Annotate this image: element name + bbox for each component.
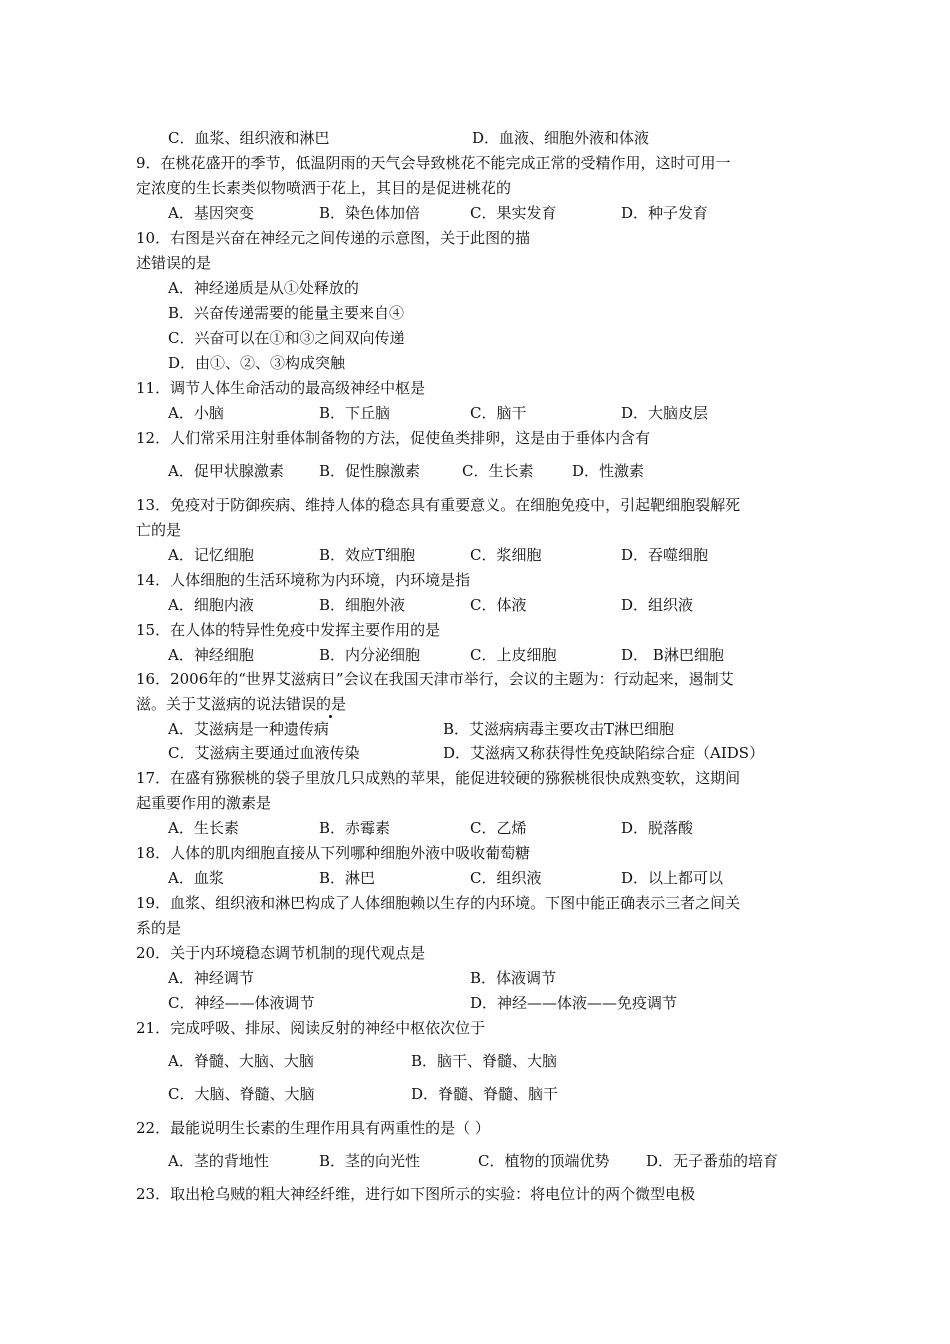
q11-option-d: D．大脑皮层: [621, 404, 709, 422]
q13-stem-line1: 13．免疫对于防御疾病、维持人体的稳态具有重要意义。在细胞免疫中，引起靶细胞裂解死: [136, 496, 741, 514]
q20-option-c: C．神经——体液调节: [168, 994, 315, 1012]
q21-option-d: D．脊髓、脊髓、脑干: [411, 1085, 559, 1103]
q22-option-d: D．无子番茄的培育: [646, 1152, 779, 1170]
q11-option-b: B．下丘脑: [319, 404, 391, 422]
q9-option-a: A．基因突变: [168, 204, 254, 222]
q22-option-c: C．植物的顶端优势: [478, 1152, 610, 1170]
q20-option-d: D．神经——体液——免疫调节: [470, 994, 678, 1012]
q19-stem-line2: 系的是: [136, 919, 182, 937]
q16-stem-line2: 滋。关于艾滋病的说法错误的是: [136, 695, 347, 713]
q11-option-c: C．脑干: [470, 404, 527, 422]
q14-option-a: A．细胞内液: [168, 596, 254, 614]
q16-option-a: A．艾滋病是一种遗传病: [168, 720, 329, 738]
q20-option-a: A．神经调节: [168, 969, 254, 987]
q22-option-a: A．茎的背地性: [168, 1152, 269, 1170]
q12-option-b: B．促性腺激素: [319, 462, 421, 480]
q17-option-c: C．乙烯: [470, 819, 527, 837]
q9-option-c: C．果实发育: [470, 204, 557, 222]
q21-option-b: B．脑干、脊髓、大脑: [411, 1052, 558, 1070]
q15-option-a: A．神经细胞: [168, 646, 254, 664]
q18-stem: 18．人体的肌肉细胞直接从下列哪种细胞外液中吸收葡萄糖: [136, 844, 531, 862]
q13-option-c: C．浆细胞: [470, 546, 542, 564]
q10-stem-line2: 述错误的是: [136, 254, 212, 272]
q20-stem: 20．关于内环境稳态调节机制的现代观点是: [136, 944, 426, 962]
q22-stem: 22．最能说明生长素的生理作用具有两重性的是（ ）: [136, 1119, 490, 1137]
q22-option-b: B．茎的向光性: [319, 1152, 421, 1170]
q15-option-d: D． B淋巴细胞: [621, 646, 724, 664]
q15-stem: 15．在人体的特异性免疫中发挥主要作用的是: [136, 621, 441, 639]
q9-stem-line2: 定浓度的生长素类似物喷洒于花上，其目的是促进桃花的: [136, 179, 512, 197]
q17-stem-line2: 起重要作用的激素是: [136, 794, 272, 812]
q18-option-a: A．血浆: [168, 869, 224, 887]
q18-option-b: B．淋巴: [319, 869, 376, 887]
q15-option-c: C．上皮细胞: [470, 646, 557, 664]
q16-option-c: C．艾滋病主要通过血液传染: [168, 744, 360, 762]
q17-option-d: D．脱落酸: [621, 819, 694, 837]
q8-option-d: D．血液、细胞外液和体液: [472, 129, 650, 147]
q21-option-c: C．大脑、脊髓、大脑: [168, 1085, 315, 1103]
q9-option-b: B．染色体加倍: [319, 204, 421, 222]
q16-stem-line1: 16．2006年的“世界艾滋病日”会议在我国天津市举行，会议的主题为：行动起来，遏制艾: [136, 670, 734, 688]
q13-option-b: B．效应T细胞: [319, 546, 416, 564]
q17-option-b: B．赤霉素: [319, 819, 391, 837]
q8-option-c: C．血浆、组织液和淋巴: [168, 129, 330, 147]
emphasis-dot: [329, 715, 332, 718]
q16-option-d: D．艾滋病又称获得性免疫缺陷综合症（AIDS）: [443, 744, 765, 762]
q18-option-d: D．以上都可以: [621, 869, 724, 887]
q14-stem: 14．人体细胞的生活环境称为内环境，内环境是指: [136, 571, 471, 589]
q21-option-a: A．脊髓、大脑、大脑: [168, 1052, 314, 1070]
q12-stem: 12．人们常采用注射垂体制备物的方法，促使鱼类排卵，这是由于垂体内含有: [136, 429, 651, 447]
q13-option-d: D．吞噬细胞: [621, 546, 709, 564]
q9-option-d: D．种子发育: [621, 204, 709, 222]
q21-stem: 21．完成呼吸、排尿、阅读反射的神经中枢依次位于: [136, 1019, 486, 1037]
q17-stem-line1: 17．在盛有猕猴桃的袋子里放几只成熟的苹果，能促进较硬的猕猴桃很快成熟变软，这期间: [136, 769, 741, 787]
q18-option-c: C．组织液: [470, 869, 542, 887]
q14-option-c: C．体液: [470, 596, 527, 614]
q23-stem: 23．取出枪乌贼的粗大神经纤维，进行如下图所示的实验：将电位计的两个微型电极: [136, 1185, 696, 1203]
q17-option-a: A．生长素: [168, 819, 239, 837]
q12-option-d: D．性激素: [572, 462, 645, 480]
q12-option-c: C．生长素: [462, 462, 534, 480]
q20-option-b: B．体液调节: [470, 969, 557, 987]
q15-option-b: B．内分泌细胞: [319, 646, 421, 664]
q10-option-c: C．兴奋可以在①和③之间双向传递: [168, 329, 405, 347]
q10-option-b: B．兴奋传递需要的能量主要来自④: [168, 304, 405, 322]
q12-option-a: A．促甲状腺激素: [168, 462, 284, 480]
q13-option-a: A．记忆细胞: [168, 546, 254, 564]
q11-option-a: A．小脑: [168, 404, 224, 422]
q9-stem-line1: 9．在桃花盛开的季节，低温阴雨的天气会导致桃花不能完成正常的受精作用，这时可用一: [136, 154, 731, 172]
q10-option-a: A．神经递质是从①处释放的: [168, 279, 359, 297]
q11-stem: 11．调节人体生命活动的最高级神经中枢是: [136, 379, 426, 397]
q14-option-b: B．细胞外液: [319, 596, 406, 614]
q10-option-d: D．由①、②、③构成突触: [168, 354, 346, 372]
q19-stem-line1: 19．血浆、组织液和淋巴构成了人体细胞赖以生存的内环境。下图中能正确表示三者之间关: [136, 894, 741, 912]
q14-option-d: D．组织液: [621, 596, 694, 614]
q16-option-b: B．艾滋病病毒主要攻击T淋巴细胞: [443, 720, 675, 738]
q13-stem-line2: 亡的是: [136, 521, 182, 539]
q10-stem-line1: 10．右图是兴奋在神经元之间传递的示意图，关于此图的描: [136, 229, 531, 247]
